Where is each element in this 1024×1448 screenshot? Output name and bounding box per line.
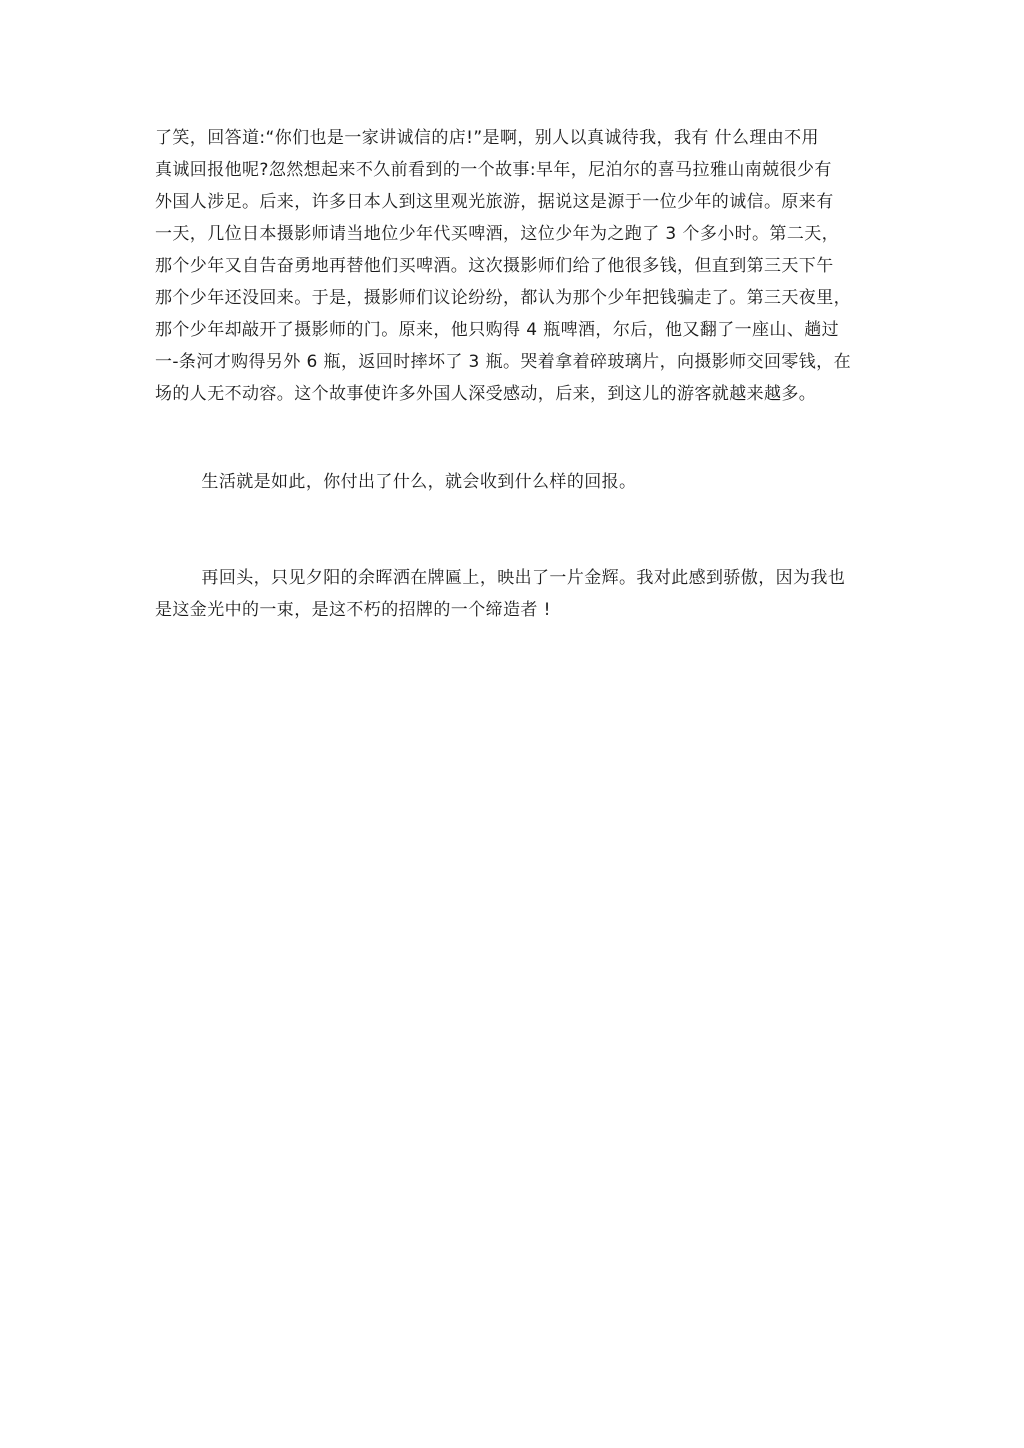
text-line: 一-条河才购得另外 6 瓶，返回时摔坏了 3 瓶。哭着拿着碎玻璃片，向摄影师交回零钱，在 bbox=[155, 352, 851, 372]
text-line: 那个少年又自告奋勇地再替他们买啤酒。这次摄影师们给了他很多钱，但直到第三天下午 bbox=[155, 256, 834, 276]
text-line: 再回头，只见夕阳的余晖洒在牌匾上，映出了一片金辉。我对此感到骄傲，因为我也 bbox=[155, 568, 846, 588]
paragraph-story bbox=[155, 122, 865, 410]
text-line: 是这金光中的一束，是这不朽的招牌的一个缔造者 ! bbox=[155, 600, 551, 620]
text-line: 真诚回报他呢?忽然想起来不久前看到的一个故事:早年，尼泊尔的喜马拉雅山南兢很少有 bbox=[155, 160, 832, 180]
paragraph-life bbox=[155, 466, 865, 498]
text-line: 生活就是如此，你付出了什么，就会收到什么样的回报。 bbox=[155, 472, 637, 492]
text-line: 一天，几位日本摄影师请当地位少年代买啤酒，这位少年为之跑了 3 个多小时。第二天， bbox=[155, 224, 840, 244]
paragraph-conclusion bbox=[155, 562, 865, 626]
text-line: 了笑，回答道:“你们也是一家讲诚信的店!”是啊，别人以真诚待我，我有 什么理由不用 bbox=[155, 128, 819, 148]
text-line: 外国人涉足。后来，许多日本人到这里观光旅游，据说这是源于一位少年的诚信。原来有 bbox=[155, 192, 834, 212]
text-line: 那个少年还没回来。于是，摄影师们议论纷纷，都认为那个少年把钱骗走了。第三天夜里， bbox=[155, 288, 851, 308]
text-line: 那个少年却敲开了摄影师的门。原来，他只购得 4 瓶啤酒，尔后，他又翻了一座山、趟过 bbox=[155, 320, 840, 340]
text-line: 场的人无不动容。这个故事使许多外国人深受感动，后来，到这儿的游客就越来越多。 bbox=[155, 384, 817, 404]
